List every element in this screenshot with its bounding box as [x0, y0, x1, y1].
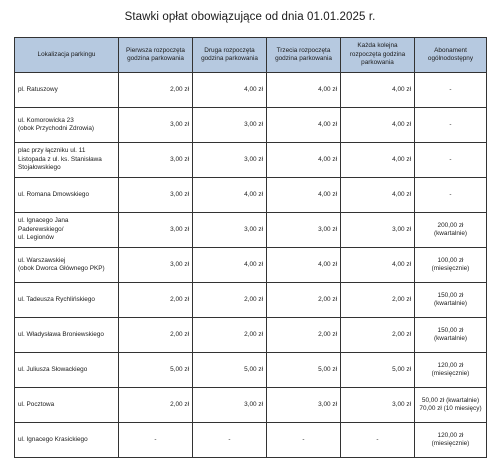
- cell-first-hour: 5,00 zł: [119, 353, 193, 388]
- subscription-line: (miesięcznie): [431, 265, 470, 272]
- subscription-line: -: [449, 85, 452, 93]
- header-subscription: Abonament ogólnodostępny: [415, 38, 487, 73]
- table-header: [15, 38, 487, 73]
- subscription-line: (kwartalnie): [433, 335, 468, 342]
- header-third-hour: Trzecia rozpoczęta godzina parkowania: [267, 38, 341, 73]
- cell-first-hour: 3,00 zł: [119, 178, 193, 213]
- cell-each-next-hour: -: [341, 423, 415, 458]
- subscription-line: -: [449, 120, 452, 128]
- cell-subscription: [415, 388, 487, 423]
- cell-location: [15, 248, 119, 283]
- cell-third-hour: 2,00 zł: [267, 318, 341, 353]
- cell-subscription: [415, 248, 487, 283]
- cell-second-hour: 2,00 zł: [193, 283, 267, 318]
- subscription-line: -: [449, 155, 452, 163]
- table-row: [15, 213, 487, 248]
- subscription-line: 120,00 zł: [437, 361, 464, 369]
- cell-first-hour: 3,00 zł: [119, 108, 193, 143]
- cell-second-hour: 3,00 zł: [193, 143, 267, 178]
- cell-second-hour: 3,00 zł: [193, 108, 267, 143]
- cell-location: [15, 283, 119, 318]
- cell-third-hour: 5,00 zł: [267, 353, 341, 388]
- cell-third-hour: 3,00 zł: [267, 388, 341, 423]
- cell-subscription: [415, 213, 487, 248]
- cell-second-hour: 3,00 zł: [193, 213, 267, 248]
- location-line: ul. Romana Dmowskiego: [18, 190, 90, 198]
- cell-location: [15, 143, 119, 178]
- cell-each-next-hour: 2,00 zł: [341, 318, 415, 353]
- table-row: [15, 423, 487, 458]
- cell-second-hour: 2,00 zł: [193, 318, 267, 353]
- cell-second-hour: 4,00 zł: [193, 73, 267, 108]
- header-each-next-hour: Każda kolejna rozpoczęta godzina parkowania: [341, 38, 415, 73]
- table-row: [15, 318, 487, 353]
- location-line: ul. Tadeusza Rychlińskiego: [18, 295, 95, 303]
- table-row: [15, 73, 487, 108]
- cell-second-hour: 3,00 zł: [193, 388, 267, 423]
- cell-each-next-hour: 5,00 zł: [341, 353, 415, 388]
- location-line: ul. Ignacego Krasickiego: [18, 435, 88, 443]
- cell-location: [15, 73, 119, 108]
- cell-first-hour: 3,00 zł: [119, 248, 193, 283]
- location-line: Stojałowskiego: [18, 164, 61, 172]
- cell-subscription: [415, 143, 487, 178]
- cell-location: [15, 108, 119, 143]
- cell-each-next-hour: 4,00 zł: [341, 248, 415, 283]
- cell-third-hour: 4,00 zł: [267, 143, 341, 178]
- cell-subscription: [415, 283, 487, 318]
- location-line: ul. Władysława Broniewskiego: [18, 330, 104, 338]
- cell-each-next-hour: 4,00 zł: [341, 73, 415, 108]
- header-location: Lokalizacja parkingu: [15, 38, 119, 73]
- location-line: Listopada z ul. ks. Stanisława: [18, 155, 102, 163]
- header-first-hour: Pierwsza rozpoczęta godzina parkowania: [119, 38, 193, 73]
- header-second-hour: Druga rozpoczęta godzina parkowania: [193, 38, 267, 73]
- cell-location: [15, 388, 119, 423]
- cell-each-next-hour: 4,00 zł: [341, 108, 415, 143]
- cell-subscription: [415, 108, 487, 143]
- cell-third-hour: 4,00 zł: [267, 248, 341, 283]
- table-row: [15, 108, 487, 143]
- cell-first-hour: 3,00 zł: [119, 213, 193, 248]
- subscription-line: -: [449, 190, 452, 198]
- cell-subscription: [415, 318, 487, 353]
- location-line: ul. Komorowicka 23: [18, 116, 74, 124]
- cell-each-next-hour: 4,00 zł: [341, 178, 415, 213]
- cell-subscription: [415, 73, 487, 108]
- table-row: [15, 143, 487, 178]
- subscription-line: 70,00 zł (10 miesięcy): [419, 405, 482, 412]
- cell-second-hour: 5,00 zł: [193, 353, 267, 388]
- cell-second-hour: -: [193, 423, 267, 458]
- subscription-line: 50,00 zł (kwartalnie): [421, 396, 480, 404]
- cell-first-hour: 3,00 zł: [119, 143, 193, 178]
- cell-third-hour: 3,00 zł: [267, 213, 341, 248]
- header-row: [15, 38, 487, 73]
- page-title: Stawki opłat obowiązujące od dnia 01.01.2025 r.: [124, 11, 376, 23]
- cell-location: [15, 213, 119, 248]
- location-line: (obok Dworca Głównego PKP): [18, 265, 105, 272]
- subscription-line: 150,00 zł: [437, 326, 464, 334]
- cell-subscription: [415, 423, 487, 458]
- table-body: [15, 73, 487, 458]
- cell-subscription: [415, 353, 487, 388]
- cell-first-hour: 2,00 zł: [119, 73, 193, 108]
- cell-second-hour: 4,00 zł: [193, 178, 267, 213]
- cell-first-hour: 2,00 zł: [119, 318, 193, 353]
- cell-third-hour: 4,00 zł: [267, 108, 341, 143]
- location-line: ul. Warszawskiej: [18, 256, 66, 264]
- cell-location: [15, 178, 119, 213]
- subscription-line: (miesięcznie): [431, 440, 470, 447]
- cell-each-next-hour: 3,00 zł: [341, 388, 415, 423]
- subscription-line: (kwartalnie): [433, 300, 468, 307]
- cell-third-hour: 4,00 zł: [267, 178, 341, 213]
- cell-location: [15, 423, 119, 458]
- location-line: ul. Ignacego Jana: [18, 217, 69, 225]
- cell-first-hour: -: [119, 423, 193, 458]
- subscription-line: 150,00 zł: [437, 291, 464, 299]
- location-line: Paderewskiego/: [18, 225, 64, 233]
- location-line: ul. Pocztowa: [18, 400, 55, 408]
- cell-second-hour: 4,00 zł: [193, 248, 267, 283]
- location-line: ul. Juliusza Słowackiego: [18, 365, 88, 373]
- location-line: pl. Ratuszowy: [18, 85, 58, 93]
- location-line: (obok Przychodni Zdrowia): [18, 125, 95, 132]
- cell-third-hour: 4,00 zł: [267, 73, 341, 108]
- location-line: ul. Legionów: [18, 234, 54, 242]
- cell-third-hour: 2,00 zł: [267, 283, 341, 318]
- table-row: [15, 388, 487, 423]
- cell-location: [15, 353, 119, 388]
- subscription-line: 100,00 zł: [437, 256, 464, 264]
- cell-each-next-hour: 2,00 zł: [341, 283, 415, 318]
- cell-third-hour: -: [267, 423, 341, 458]
- subscription-line: (miesięcznie): [431, 370, 470, 377]
- table-row: [15, 178, 487, 213]
- parking-rates-table: [14, 37, 487, 458]
- cell-each-next-hour: 4,00 zł: [341, 143, 415, 178]
- table-row: [15, 353, 487, 388]
- cell-each-next-hour: 3,00 zł: [341, 213, 415, 248]
- table-row: [15, 283, 487, 318]
- subscription-line: 200,00 zł: [437, 221, 464, 229]
- cell-subscription: [415, 178, 487, 213]
- table-row: [15, 248, 487, 283]
- location-line: plac przy łączniku ul. 11: [18, 147, 86, 155]
- cell-first-hour: 2,00 zł: [119, 388, 193, 423]
- subscription-line: 120,00 zł: [437, 431, 464, 439]
- cell-location: [15, 318, 119, 353]
- cell-first-hour: 2,00 zł: [119, 283, 193, 318]
- subscription-line: (kwartalnie): [433, 230, 468, 237]
